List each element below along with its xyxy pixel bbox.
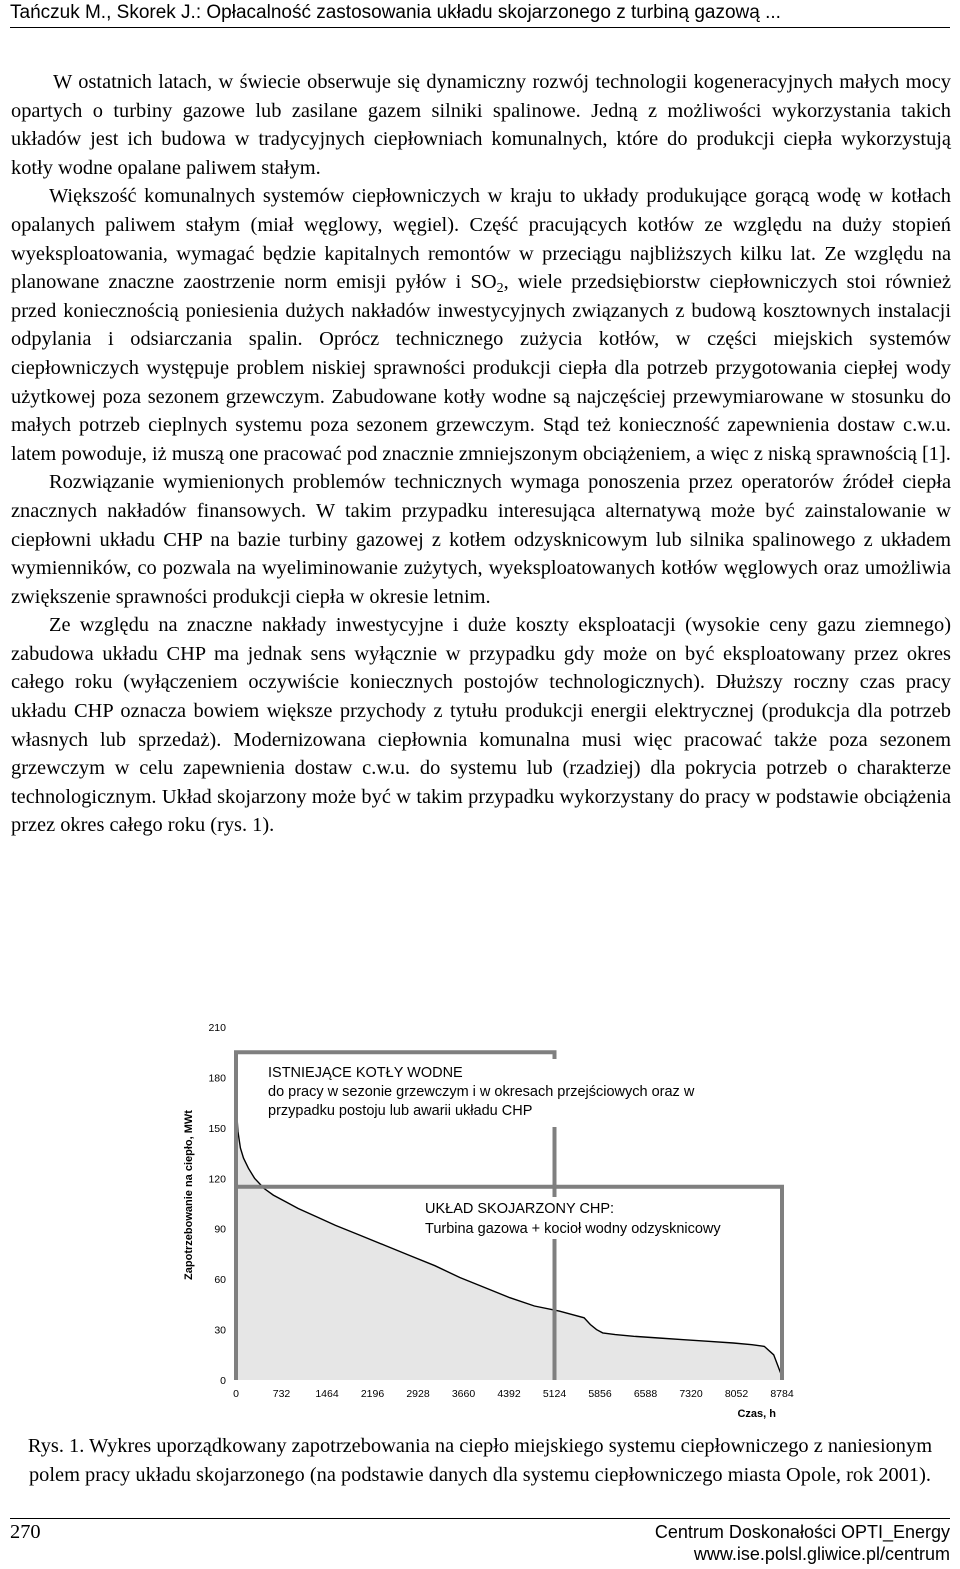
- x-tick-label: 7320: [679, 1388, 703, 1400]
- figure-caption: Rys. 1. Wykres uporządkowany zapotrzebowania na ciepło miejskiego systemu ciepłowniczego z naniesionym polem pracy układu skojarzonego (na podstawie danych dla systemu ciepłowniczego miasta Opole, rok 2001).: [27, 1435, 933, 1486]
- publisher-url: www.ise.polsl.gliwice.pl/centrum: [693, 1544, 950, 1564]
- article-body: [11, 68, 951, 840]
- y-tick-label: 120: [208, 1173, 226, 1186]
- x-tick-label: 2196: [360, 1388, 385, 1400]
- y-tick-label: 150: [208, 1122, 226, 1135]
- page-number: 270: [10, 1521, 41, 1543]
- y-tick-label: 30: [214, 1324, 226, 1337]
- paragraph-2-part-b: , wiele przedsiębiorstw ciepłowniczych stoi również przed koniecznością poniesienia dużych nakładów inwestycyjnych związanych z budową kosztownych instalacji odpylania i odsiarczania spalin. Oprócz technicznego zużycia kotłów, w części miejskich systemów ciepłowniczych występuje problem niskiej sprawności produkcji ciepła dla potrzeb przygotowania ciepłej wody użytkowej poza sezonem grzewczym. Zabudowane kotły wodne są najczęściej przewymiarowane w stosunku do małych potrzeb cieplnych systemu poza sezonem grzewczym. Stąd też konieczność zapewnienia dostaw c.w.u. latem powoduje, iż muszą one pracować pod znacznie zmniejszonym obciążeniem, a więc z niską sprawnością [1].: [11, 271, 951, 465]
- x-tick-label: 4392: [497, 1388, 521, 1400]
- x-tick-label: 732: [272, 1388, 291, 1400]
- x-tick-label: 3660: [451, 1388, 476, 1400]
- y-tick-label: 90: [214, 1223, 226, 1236]
- x-axis-label: Czas, h: [737, 1408, 776, 1420]
- chp-label-line2: Turbina gazowa + kocioł wodny odzysknicowy: [425, 1221, 721, 1237]
- chp-label-title: UKŁAD SKOJARZONY CHP:: [425, 1201, 615, 1217]
- boilers-label-line2: do pracy w sezonie grzewczym i w okresach przejściowych oraz w: [268, 1084, 695, 1100]
- x-tick-label: 5124: [542, 1388, 567, 1400]
- y-tick-labels: [208, 1022, 226, 1387]
- y-tick-label: 210: [208, 1022, 226, 1034]
- x-tick-label: 0: [233, 1388, 239, 1400]
- x-tick-label: 5856: [588, 1388, 612, 1400]
- y-tick-label: 0: [220, 1375, 226, 1387]
- figure-1: [170, 1015, 800, 1425]
- x-tick-label: 2928: [406, 1388, 430, 1400]
- y-axis-label: Zapotrzebowanie na ciepło, MWt: [183, 1110, 195, 1280]
- so2-subscript: 2: [496, 281, 504, 297]
- x-tick-label: 1464: [315, 1388, 339, 1400]
- x-tick-label: 8052: [724, 1388, 749, 1400]
- running-header: Tańczuk M., Skorek J.: Opłacalność zastosowania układu skojarzonego z turbiną gazową ...: [10, 2, 950, 28]
- footer-publisher: [655, 1521, 950, 1565]
- y-tick-label: 180: [208, 1072, 226, 1085]
- boilers-label-line3: przypadku postoju lub awarii układu CHP: [268, 1103, 533, 1119]
- load-duration-chart: [170, 1015, 800, 1425]
- footer-rule: [10, 1518, 950, 1519]
- paragraph-2-part-a: Większość komunalnych systemów ciepłowniczych w kraju to układy produkujące gorącą wodę w kotłach opalanych paliwem stałym (miał węglowy, węgiel). Część pracujących kotłów ze względu na duży stopień wyeksploatowania, wymagać będzie kapitalnych remontów w przeciągu najbliższych kilku lat. Ze względu na planowane znaczne zaostrzenie norm emisji pyłów i SO: [11, 185, 951, 294]
- paragraph-4: Ze względu na znaczne nakłady inwestycyjne i duże koszty eksploatacji (wysokie ceny gazu ziemnego) zabudowa układu CHP ma jednak sens wyłącznie w przypadku gdy może on być eksploatowany przez okres całego roku (wyłączeniem oczywiście koniecznych postojów technologicznych). Dłuższy roczny czas pracy układu CHP oznacza bowiem większe przychody z tytułu produkcji energii elektrycznej (produkcja dla potrzeb własnych lub sprzedaż). Modernizowana ciepłownia komunalna musi więc pracować także poza sezonem grzewczym w celu zapewnienia dostaw c.w.u. do systemu lub (rzadziej) dla pokrycia potrzeb o charakterze technologicznym. Układ skojarzony może być w takim przypadku wykorzystany do pracy w podstawie obciążenia przez okres całego roku (rys. 1).: [11, 614, 951, 837]
- x-tick-labels: [233, 1388, 794, 1400]
- paragraph-3: Rozwiązanie wymienionych problemów technicznych wymaga ponoszenia przez operatorów źródeł ciepła znacznych nakładów finansowych. W takim przypadku interesująca alternatywą może być zainstalowanie w ciepłowni układu CHP na bazie turbiny gazowej z kotłem odzysknicowym lub silnika spalinowego z układem wymienników, co pozwala na wyeliminowanie zużytych, wyeksploatowanych kotłów węglowych oraz umożliwia zwiększenie sprawności produkcji ciepła w okresie letnim.: [11, 471, 951, 608]
- x-tick-label: 8784: [770, 1388, 794, 1400]
- publisher-name: Centrum Doskonałości OPTI_Energy: [654, 1522, 950, 1542]
- x-tick-label: 6588: [633, 1388, 658, 1400]
- paragraph-2: [11, 182, 951, 468]
- y-tick-label: 60: [214, 1274, 226, 1287]
- boilers-label-title: ISTNIEJĄCE KOTŁY WODNE: [268, 1065, 463, 1081]
- paragraph-1: W ostatnich latach, w świecie obserwuje się dynamiczny rozwój technologii kogeneracyjnych małych mocy opartych o turbiny gazowe lub zasilane gazem silniki spalinowe. Jedną z możliwości wykorzystania takich układów jest ich budowa w tradycyjnych ciepłowniach komunalnych, które do produkcji ciepła wykorzystują kotły wodne opalane paliwem stałym.: [11, 71, 951, 179]
